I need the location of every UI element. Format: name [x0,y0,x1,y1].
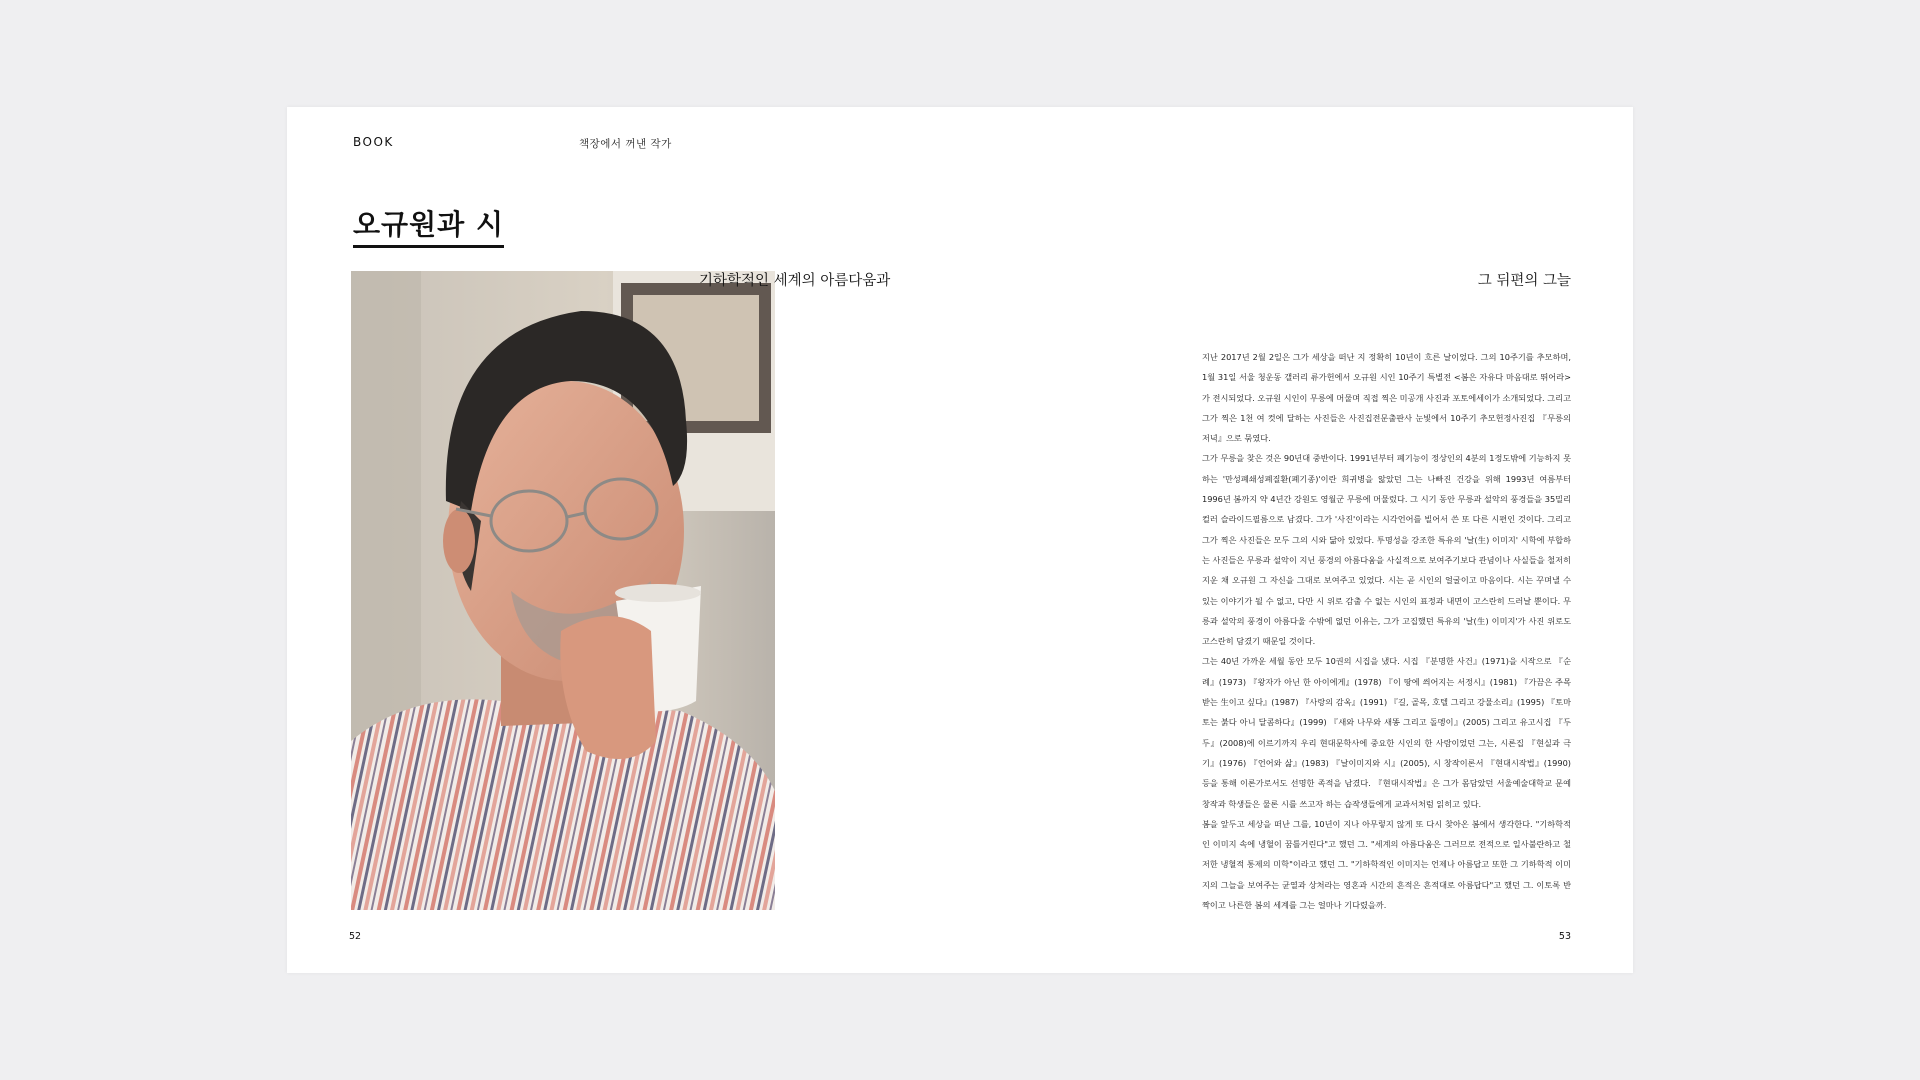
body-paragraph: 그가 무릉을 찾은 것은 90년대 중반이다. 1991년부터 폐기능이 정상인의 4분의 1정도밖에 기능하지 못하는 '만성폐쇄성폐질환(폐기종)'이란 희귀병을 앓았던 그는 나빠진 건강을 위해 1993년 여름부터 1996년 봄까지 약 4년간 강원도 영월군 무릉에 머물렀다. 그 시기 동안 무릉과 설악의 풍경들을 35밀리 컬러 슬라이드필름으로 남겼다. 그가 '사진'이라는 시각언어를 빌어서 쓴 또 다른 시편인 것이다. 그리고 그가 찍은 사진들은 모두 그의 시와 닮아 있었다. 투명성을 강조한 특유의 '날(生) 이미지' 시학에 부합하는 사진들은 무릉과 설악이 지닌 풍경의 아름다움을 사실적으로 보여주기보다 관념이나 사실들을 철저히 지운 채 오규원 그 자신을 그대로 보여주고 있었다. 시는 곧 시인의 얼굴이고 마음이다. 시는 꾸며낼 수 있는 이야기가 될 수 없고, 다만 시 위로 감출 수 없는 시인의 표정과 내면이 고스란히 드러날 뿐이다. 무릉과 설악의 풍경이 아름다울 수밖에 없던 이유는, 그가 고집했던 특유의 '날(生) 이미지'가 사진 위로도 고스란히 담겼기 때문일 것이다. [1202,453,1571,647]
body-paragraph: 지난 2017년 2월 2일은 그가 세상을 떠난 지 정확히 10년이 흐른 날이었다. 그의 10주기를 추모하며, 1월 31일 서울 청운동 갤러리 류가헌에서 오규원 시인 10주기 특별전 <봄은 자유다 마음대로 뛰어라>가 전시되었다. 오규원 시인이 무릉에 머물며 직접 찍은 미공개 사진과 포토에세이가 소개되었다. 그리고 그가 찍은 1천 여 컷에 달하는 사진들은 사진집전문출판사 눈빛에서 10주기 추모헌정사진집 『무릉의 저녁』으로 묶였다. [1202,352,1571,444]
article-body [1202,347,1571,915]
magazine-spread [287,107,1633,973]
article-subtitle-left: 기하학적인 세계의 아름다움과 [699,273,891,289]
body-paragraph: 그는 40년 가까운 세월 동안 모두 10권의 시집을 냈다. 시집 『분명한 사건』(1971)을 시작으로 『순례』(1973) 『왕자가 아닌 한 아이에게』(1978) 『이 땅에 씌어지는 서정시』(1981) 『가끔은 주목받는 生이고 싶다』(1987) 『사랑의 감옥』(1991) 『길, 골목, 호텔 그리고 강물소리』(1995) 『토마토는 붉다 아니 달콤하다』(1999) 『새와 나무와 새똥 그리고 돌멩이』(2005) 그리고 유고시집 『두두』(2008)에 이르기까지 우리 현대문학사에 중요한 시인의 한 사람이었던 그는, 시론집 『현실과 극기』(1976) 『언어와 삶』(1983) 『날이미지와 시』(2005), 시 창작이론서 『현대시작법』(1990) 등을 통해 이론가로서도 선명한 족적을 남겼다. 『현대시작법』은 그가 몸담았던 서울예술대학교 문예창작과 학생들은 물론 시를 쓰고자 하는 습작생들에게 교과서처럼 읽히고 있다. [1202,656,1571,809]
article-subtitle-right: 그 뒤편의 그늘 [1477,273,1571,289]
body-paragraph: 봄을 앞두고 세상을 떠난 그를, 10년이 지나 아무렇지 않게 또 다시 찾아온 봄에서 생각한다. "기하학적인 이미지 속에 냉혈이 꿈틀거린다"고 했던 그. "세계의 아름다움은 그러므로 전적으로 일사불란하고 철저한 냉혈적 통제의 미학"이라고 했던 그. "기하학적인 이미지는 언제나 아름답고 또한 그 기하학적 이미지의 그늘을 보여주는 균열과 상처라는 영혼과 시간의 흔적은 흔적대로 아름답다"고 했던 그. 이토록 반짝이고 나른한 봄의 세계를 그는 얼마나 기다렸을까. [1202,818,1571,911]
portrait-illustration [351,271,775,910]
page-number-right: 53 [1558,931,1571,942]
section-subtitle: 책장에서 꺼낸 작가 [579,138,672,150]
section-label: BOOK [353,135,394,149]
author-portrait-photo [351,271,775,910]
page-number-left: 52 [349,931,362,942]
article-title: 오규원과 시 [353,203,504,248]
